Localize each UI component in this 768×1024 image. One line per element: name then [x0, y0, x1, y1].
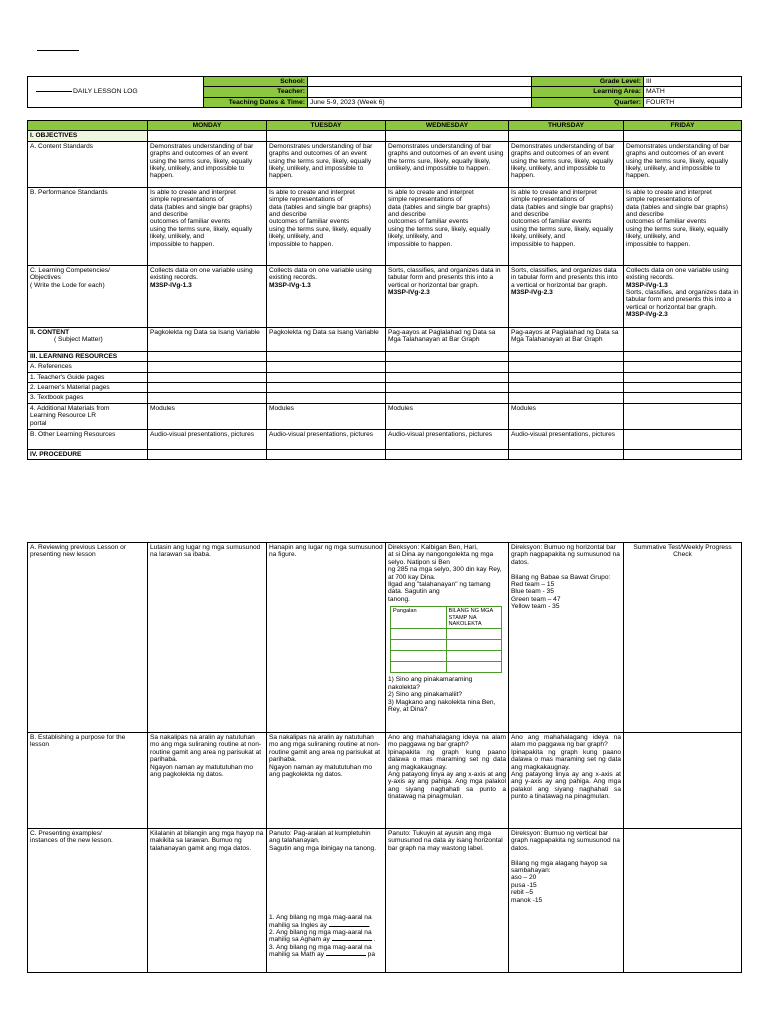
quarter-value: FOURTH [644, 97, 742, 107]
cell [148, 449, 267, 459]
school-value [308, 77, 532, 87]
cell [509, 362, 624, 372]
additional-thursday: Modules [509, 403, 624, 429]
purpose-friday [624, 733, 742, 829]
content-standards-label: A. Content Standards [28, 141, 148, 187]
performance-standard-monday: Is able to create and interpret simple representations of data (tables and single bar graphs) and describe outcomes of familiar events using the terms sure, likely, equally likely, unlikely, and impossible to happen. [148, 187, 267, 265]
competency-friday [624, 265, 742, 327]
cell [386, 393, 509, 403]
teachers-guide-label: 1. Teacher's Guide pages [28, 372, 148, 382]
learners-material-label: 2. Learner's Material pages [28, 383, 148, 393]
stamp-table-cell [446, 662, 502, 673]
dates-value: June 5-9, 2023 (Week 6) [308, 97, 532, 107]
content-friday [624, 327, 742, 351]
competency-code: M3SP-IVg-2.3 [388, 289, 430, 297]
cell [148, 393, 267, 403]
other-thursday: Audio-visual presentations, pictures [509, 429, 624, 449]
quarter-label: Quarter: [532, 97, 644, 107]
stamp-table-cell [391, 651, 447, 662]
content-standard-tuesday: Demonstrates understanding of bar graphs and outcomes of an event using the terms sure, likely, equally likely, unlikely, and impossible to happen. [267, 141, 386, 187]
tuesday-question-2: 2. Ang bilang ng mga mag-aaral na mahilig sa Agham ay . [269, 929, 376, 944]
textbook-label: 3. Textbook pages [28, 393, 148, 403]
competency-monday [148, 265, 267, 327]
other-wednesday: Audio-visual presentations, pictures [386, 429, 509, 449]
other-monday: Audio-visual presentations, pictures [148, 429, 267, 449]
competency-text: Sorts, classifies, and organizes data in tabular form and presents this into a vertical or horizontal bar graph. [388, 266, 501, 289]
competency-text-2: Sorts, classifies, and organizes data in tabular form and presents this into a vertical or horizontal bar graph. [626, 289, 739, 311]
cell [509, 351, 624, 361]
purpose-thursday: Ano ang mahahalagang ideya na alam mo paggawa ng bar graph? Ipinapakita ng graph kung paano dalawa o mas maraming set ng data ang magkakaugnay. Ang patayong linya ay ang x-axis at ang y-axis ay ang pahiga. Ang mga palakol ang siyang naghahati sa punto a tinatawag na pinagmulan. [509, 733, 624, 829]
presenting-tuesday [267, 829, 386, 973]
stamp-table-cell [446, 651, 502, 662]
content-standard-friday: Demonstrates understanding of bar graphs and outcomes of an event using the terms sure, likely, equally likely, unlikely, and impossible to happen. [624, 141, 742, 187]
teacher-value [308, 87, 532, 97]
content-standard-monday: Demonstrates understanding of bar graphs and outcomes of an event using the terms sure, likely, equally likely, unlikely, and impossible to happen. [148, 141, 267, 187]
cell [148, 362, 267, 372]
competency-code: M3SP-IVg-2.3 [511, 289, 553, 297]
performance-standard-wednesday: Is able to create and interpret simple representations of data (tables and single bar graphs) and describe outcomes of familiar events using the terms sure, likely, equally likely, unlikely, and impossible to happen. [386, 187, 509, 265]
tuesday-question-3: 3. Ang bilang ng mga mag-aaral na mahilig sa Math ay pa [269, 943, 376, 959]
performance-standard-thursday: Is able to create and interpret simple representations of data (tables and single bar graphs) and describe outcomes of familiar events using the terms sure, likely, equally likely, unlikely, and impossible to happen. [509, 187, 624, 265]
cell [624, 383, 742, 393]
cell [148, 131, 267, 141]
references-label: A. References [28, 362, 148, 372]
day-wednesday: WEDNESDAY [386, 121, 509, 131]
grade-label: Grade Level: [532, 77, 644, 87]
reviewing-thursday: Direksyon: Bumuo ng horizontal bar graph nagpapakita ng sumusunod na datos. Bilang ng Babae sa Bawat Grupo: Red team – 15 Blue team - 35 Green team – 47 Yellow team - 35 [509, 543, 624, 733]
additional-tuesday: Modules [267, 403, 386, 429]
grade-value: III [644, 77, 742, 87]
competency-wednesday [386, 265, 509, 327]
area-value: MATH [644, 87, 742, 97]
cell [148, 351, 267, 361]
content-label-cell [28, 327, 148, 351]
cell [267, 362, 386, 372]
content-wednesday: Pag-aayos at Paglalahad ng Data sa Mga Talahanayan at Bar Graph [386, 327, 509, 351]
purpose-tuesday: Sa nakalipas na aralin ay natutuhan mo ang mga suliraning routine at non-routine gamit ang area ng parisukat at parihaba. Ngayon naman ay matututuhan mo ang pagkolekta ng datos. [267, 733, 386, 829]
cell [148, 383, 267, 393]
cell [509, 372, 624, 382]
cell [267, 351, 386, 361]
additional-monday: Modules [148, 403, 267, 429]
performance-standard-friday: Is able to create and interpret simple representations of data (tables and single bar graphs) and describe outcomes of familiar events using the terms sure, likely, equally likely, unlikely, and impossible to happen. [624, 187, 742, 265]
wednesday-review-directions: Direksyon: Kalbigan Ben, Hari, at si Dina ay nangongolekta ng mga selyo. Natipon si Ben ng 285 na mga selyo, 300 din kay Rey, at 700 kay Dina. Ilgad ang "talahanayan" ng tamang data. Sagutin ang tanong. [388, 544, 502, 603]
cell [386, 362, 509, 372]
competency-text: Sorts, classifies, and organizes data in tabular form and presents this into a vertical or horizontal bar graph. [511, 266, 618, 289]
purpose-label: B. Establishing a purpose for the lesson [28, 733, 148, 829]
cell [386, 449, 509, 459]
resources-heading: III. LEARNING RESOURCES [28, 351, 148, 361]
cell [267, 131, 386, 141]
content-thursday: Pag-aayos at Paglalahad ng Data sa Mga Talahanayan at Bar Graph [509, 327, 624, 351]
teacher-label: Teacher: [204, 87, 308, 97]
performance-standard-tuesday: Is able to create and interpret simple representations of data (tables and single bar graphs) and describe outcomes of familiar events using the terms sure, likely, equally likely, unlikely, and impossible to happen. [267, 187, 386, 265]
cell [624, 372, 742, 382]
cell [148, 372, 267, 382]
competency-code: M3SP-IVg-1.3 [626, 281, 668, 289]
stamp-table-header-name: Pangalan [391, 607, 447, 629]
competency-text: Collects data on one variable using existing records. [626, 266, 729, 282]
school-label: School: [204, 77, 308, 87]
presenting-monday: Kilalanin at bilangin ang mga hayop na makikita sa larawan. Bumuo ng talahanayan gamit ang mga datos. [148, 829, 267, 973]
cell [624, 449, 742, 459]
presenting-wednesday: Panuto: Tukuyin at ayusin ang mga sumusunod na data ay isang horizontal bar graph na may wastong label. [386, 829, 509, 973]
reviewing-friday: Summative Test/Weekly Progress Check [624, 543, 742, 733]
competency-thursday [509, 265, 624, 327]
stamp-table-cell [446, 640, 502, 651]
content-standard-thursday: Demonstrates understanding of bar graphs and outcomes of an event using the terms sure, likely, equally likely, unlikely, and impossible to happen. [509, 141, 624, 187]
reviewing-monday: Lutasin ang lugar ng mga sumusunod na larawan sa ibaba. [148, 543, 267, 733]
purpose-wednesday: Ano ang mahahalagang ideya na alam mo paggawa ng bar graph? Ipinapakita ng graph kung paano dalawa o mas maraming set ng data ang magkakaugnay. Ang patayong linya ay ang x-axis at ang y-axis ay ang pahiga. Ang mga palakol ang siyang naghahati sa punto a tinatawag na pinagmulan. [386, 733, 509, 829]
day-header-blank [28, 121, 148, 131]
cell [624, 351, 742, 361]
reviewing-label: A. Reviewing previous Lesson or presenting new lesson [28, 543, 148, 733]
stamp-table-cell [391, 629, 447, 640]
competencies-label: C. Learning Competencies/ Objectives ( Write the Lode for each) [28, 265, 148, 327]
dates-label: Teaching Dates & Time: [204, 97, 308, 107]
stamp-table-header-count: BILANG NG MGA STAMP NA NAKOLEKTA [446, 607, 502, 629]
day-thursday: THURSDAY [509, 121, 624, 131]
tuesday-question-1: 1. Ang bilang ng mga mag-aaral na mahilig sa Ingles ay . [269, 914, 372, 929]
day-tuesday: TUESDAY [267, 121, 386, 131]
day-monday: MONDAY [148, 121, 267, 131]
cell [624, 131, 742, 141]
cell [386, 131, 509, 141]
other-friday [624, 429, 742, 449]
competency-code: M3SP-IVg-1.3 [150, 281, 192, 289]
cell [509, 131, 624, 141]
additional-materials-label: 4. Additional Materials from Learning Resource LR portal [28, 403, 148, 429]
content-sub-label: ( Subject Matter) [54, 336, 103, 344]
reviewing-tuesday: Hanapin ang lugar ng mga sumusunod na figure. [267, 543, 386, 733]
presenting-friday [624, 829, 742, 973]
cell [386, 372, 509, 382]
reviewing-wednesday [386, 543, 509, 733]
wednesday-review-questions: 1) Sino ang pinakamaraming nakolekta? 2) Sino ang pinakamaliit? 3) Magkano ang nakolekta nina Ben, Rey, at Dina? [388, 676, 496, 714]
cell [624, 362, 742, 372]
objectives-heading: I. OBJECTIVES [28, 131, 148, 141]
tuesday-table-space [269, 852, 383, 914]
lesson-log-title: DAILY LESSON LOG [28, 77, 204, 108]
stamp-table-cell [446, 629, 502, 640]
cell [267, 393, 386, 403]
competency-code-2: M3SP-IVg-2.3 [626, 311, 668, 319]
content-tuesday: Pagkolekta ng Data sa Isang Variable [267, 327, 386, 351]
competency-text: Collects data on one variable using existing records. [269, 266, 372, 282]
header-table [27, 76, 742, 108]
other-tuesday: Audio-visual presentations, pictures [267, 429, 386, 449]
cell [509, 449, 624, 459]
competency-code: M3SP-IVg-1.3 [269, 281, 311, 289]
tuesday-presenting-directions: Panuto: Pag-aralan at kumpletuhin ang talahanayan. Sagutin ang mga ibinigay na tanong. [269, 830, 377, 852]
cell [267, 383, 386, 393]
competency-tuesday [267, 265, 386, 327]
stamp-table [390, 606, 502, 673]
lesson-plan-table [27, 120, 742, 460]
presenting-label: C. Presenting examples/ instances of the new lesson. [28, 829, 148, 973]
stamp-table-cell [391, 640, 447, 651]
cell [267, 449, 386, 459]
procedure-table [27, 542, 742, 973]
top-rule [37, 50, 79, 51]
cell [624, 393, 742, 403]
content-standard-wednesday: Demonstrates understanding of bar graphs and outcomes of an event using the terms sure, likely, equally likely, unlikely, and impossible to happen. [386, 141, 509, 187]
cell [386, 351, 509, 361]
competency-text: Collects data on one variable using existing records. [150, 266, 253, 282]
content-label: II. CONTENT [30, 328, 70, 336]
additional-wednesday: Modules [386, 403, 509, 429]
day-friday: FRIDAY [624, 121, 742, 131]
cell [509, 393, 624, 403]
stamp-table-cell [391, 662, 447, 673]
other-resources-label: B. Other Learning Resources [28, 429, 148, 449]
additional-friday [624, 403, 742, 429]
cell [386, 383, 509, 393]
area-label: Learning Area: [532, 87, 644, 97]
procedure-heading: IV. PROCEDURE [28, 449, 148, 459]
presenting-thursday: Direksyon: Bumuo ng vertical bar graph nagpapakita ng sumusunod na datos. Bilang ng mga alagang hayop sa sambahayan: aso – 20 pusa -15 rebit –5 manok -15 [509, 829, 624, 973]
purpose-monday: Sa nakalipas na aralin ay natutuhan mo ang mga suliraning routine at non-routine gamit ang area ng parisukat at parihaba. Ngayon naman ay matututuhan mo ang pagkolekta ng datos. [148, 733, 267, 829]
cell [267, 372, 386, 382]
performance-standards-label: B. Performance Standards [28, 187, 148, 265]
cell [509, 383, 624, 393]
content-monday: Pagkolekta ng Data sa Isang Variable [148, 327, 267, 351]
